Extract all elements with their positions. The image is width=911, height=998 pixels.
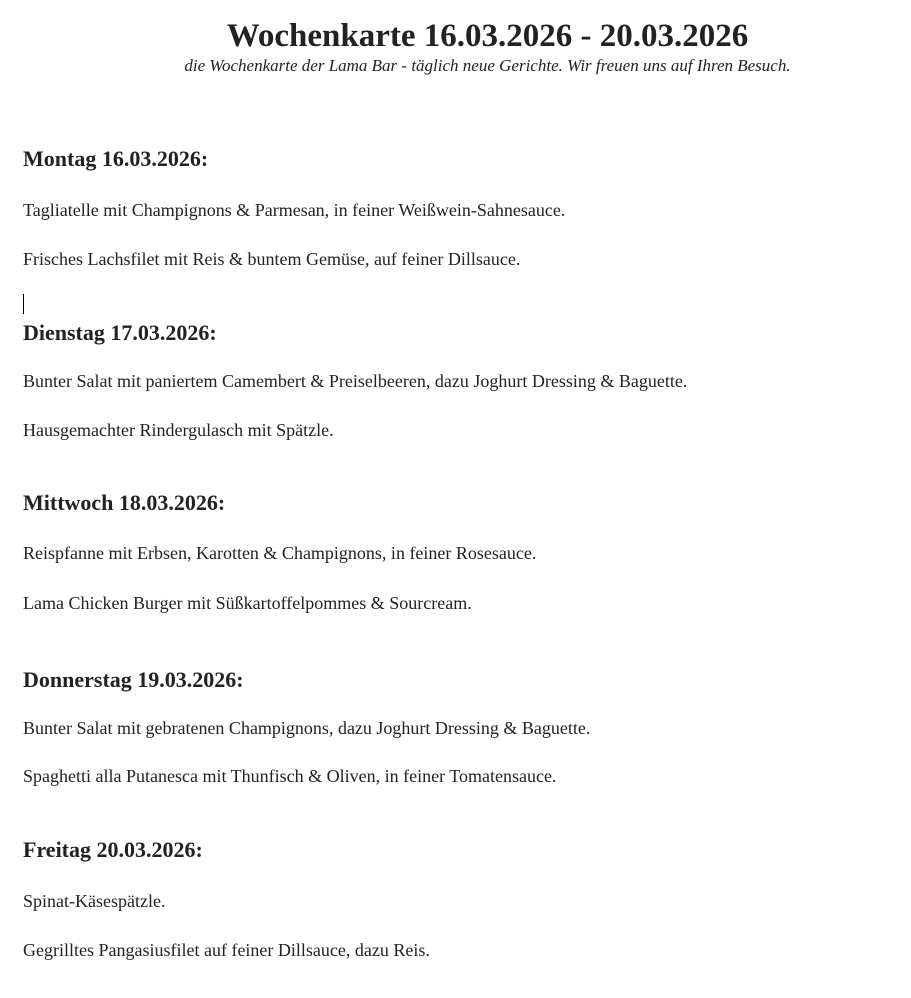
- page-subtitle: die Wochenkarte der Lama Bar - täglich neue Gerichte. Wir freuen uns auf Ihren Besuch.: [184, 56, 791, 75]
- text-cursor[interactable]: [23, 294, 24, 314]
- dish-friday-2: Gegrilltes Pangasiusfilet auf feiner Dillsauce, dazu Reis.: [23, 940, 430, 960]
- dish-wednesday-2: Lama Chicken Burger mit Süßkartoffelpommes & Sourcream.: [23, 593, 472, 613]
- day-heading-tuesday: Dienstag 17.03.2026:: [23, 320, 217, 345]
- dish-monday-2: Frisches Lachsfilet mit Reis & buntem Gemüse, auf feiner Dillsauce.: [23, 249, 521, 269]
- day-heading-monday: Montag 16.03.2026:: [23, 146, 209, 171]
- day-heading-wednesday: Mittwoch 18.03.2026:: [23, 490, 226, 515]
- dish-thursday-1: Bunter Salat mit gebratenen Champignons, dazu Joghurt Dressing & Baguette.: [23, 718, 591, 738]
- page-title: Wochenkarte 16.03.2026 - 20.03.2026: [226, 18, 749, 54]
- day-heading-thursday: Donnerstag 19.03.2026:: [23, 667, 244, 692]
- dish-thursday-2: Spaghetti alla Putanesca mit Thunfisch & Oliven, in feiner Tomatensauce.: [23, 766, 557, 786]
- dish-friday-1: Spinat-Käsespätzle.: [23, 891, 166, 911]
- dish-tuesday-1: Bunter Salat mit paniertem Camembert & Preiselbeeren, dazu Joghurt Dressing & Baguette.: [23, 371, 688, 391]
- dish-tuesday-2: Hausgemachter Rindergulasch mit Spätzle.: [23, 420, 334, 440]
- dish-monday-1: Tagliatelle mit Champignons & Parmesan, in feiner Weißwein-Sahnesauce.: [23, 200, 566, 220]
- dish-wednesday-1: Reispfanne mit Erbsen, Karotten & Champignons, in feiner Rosesauce.: [23, 543, 537, 563]
- day-heading-friday: Freitag 20.03.2026:: [23, 837, 203, 862]
